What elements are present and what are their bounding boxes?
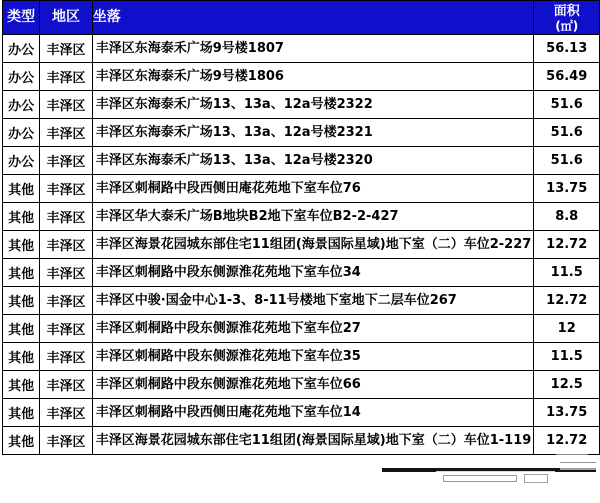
cell-area: 12.72 <box>534 427 600 455</box>
cell-type: 其他 <box>3 315 40 343</box>
cell-type: 其他 <box>3 371 40 399</box>
table-row <box>3 231 600 259</box>
cell-type: 其他 <box>3 427 40 455</box>
table-row <box>3 35 600 63</box>
cell-type: 其他 <box>3 259 40 287</box>
cell-area: 56.13 <box>534 35 600 63</box>
cell-area: 12 <box>534 315 600 343</box>
cell-location: 丰泽区刺桐路中段东侧源淮花苑地下室车位27 <box>92 315 534 343</box>
cell-location: 丰泽区刺桐路中段西侧田庵花苑地下室车位14 <box>92 399 534 427</box>
cell-location: 丰泽区东海泰禾广场9号楼1807 <box>92 35 534 63</box>
cell-area: 13.75 <box>534 399 600 427</box>
table-row <box>3 175 600 203</box>
cell-district: 丰泽区 <box>40 259 92 287</box>
cell-area: 12.72 <box>534 231 600 259</box>
cell-type: 其他 <box>3 399 40 427</box>
table-row <box>3 259 600 287</box>
table-row <box>3 427 600 455</box>
table-body <box>3 35 600 455</box>
watermark-smudge <box>436 471 555 486</box>
table-row <box>3 91 600 119</box>
cell-district: 丰泽区 <box>40 231 92 259</box>
cell-location: 丰泽区中骏·国金中心1-3、8-11号楼地下室地下二层车位267 <box>92 287 534 315</box>
header-district: 地区 <box>40 1 92 35</box>
cell-area: 13.75 <box>534 175 600 203</box>
header-row <box>3 1 600 35</box>
cell-location: 丰泽区东海泰禾广场9号楼1806 <box>92 63 534 91</box>
cell-type: 办公 <box>3 63 40 91</box>
cell-district: 丰泽区 <box>40 427 92 455</box>
cell-type: 其他 <box>3 203 40 231</box>
cell-area: 8.8 <box>534 203 600 231</box>
header-type: 类型 <box>3 1 40 35</box>
cell-location: 丰泽区刺桐路中段东侧源淮花苑地下室车位34 <box>92 259 534 287</box>
table-header <box>3 1 600 35</box>
cell-type: 办公 <box>3 119 40 147</box>
table-row <box>3 287 600 315</box>
cell-type: 其他 <box>3 175 40 203</box>
watermark-line <box>382 468 596 472</box>
header-location: 坐落 <box>92 1 534 35</box>
cell-type: 其他 <box>3 343 40 371</box>
table-row <box>3 203 600 231</box>
cell-area: 51.6 <box>534 147 600 175</box>
cell-district: 丰泽区 <box>40 287 92 315</box>
cell-district: 丰泽区 <box>40 399 92 427</box>
cell-area: 51.6 <box>534 91 600 119</box>
table-row <box>3 343 600 371</box>
table-row <box>3 119 600 147</box>
cell-district: 丰泽区 <box>40 371 92 399</box>
table-row <box>3 399 600 427</box>
cell-location: 丰泽区海景花园城东部住宅11组团(海景国际星域)地下室（二）车位2-227 <box>92 231 534 259</box>
cell-type: 办公 <box>3 91 40 119</box>
header-area-line2: (㎡) <box>555 19 579 33</box>
header-area <box>534 1 600 35</box>
cell-location: 丰泽区海景花园城东部住宅11组团(海景国际星域)地下室（二）车位1-119 <box>92 427 534 455</box>
cell-district: 丰泽区 <box>40 315 92 343</box>
cell-location: 丰泽区东海泰禾广场13、13a、12a号楼2320 <box>92 147 534 175</box>
cell-area: 12.5 <box>534 371 600 399</box>
cell-area: 56.49 <box>534 63 600 91</box>
cell-type: 其他 <box>3 287 40 315</box>
cell-location: 丰泽区刺桐路中段东侧源淮花苑地下室车位35 <box>92 343 534 371</box>
cell-location: 丰泽区刺桐路中段东侧源淮花苑地下室车位66 <box>92 371 534 399</box>
property-table <box>2 0 600 455</box>
cell-area: 11.5 <box>534 259 600 287</box>
table-row <box>3 371 600 399</box>
cell-type: 其他 <box>3 231 40 259</box>
watermark-smudge-dash <box>560 462 596 470</box>
header-area-line1: 面积 <box>553 4 580 19</box>
table-row <box>3 315 600 343</box>
cell-district: 丰泽区 <box>40 63 92 91</box>
cell-district: 丰泽区 <box>40 203 92 231</box>
cell-district: 丰泽区 <box>40 343 92 371</box>
cell-area: 12.72 <box>534 287 600 315</box>
cell-district: 丰泽区 <box>40 175 92 203</box>
cell-area: 51.6 <box>534 119 600 147</box>
cell-location: 丰泽区华大泰禾广场B地块B2地下室车位B2-2-427 <box>92 203 534 231</box>
cell-type: 办公 <box>3 35 40 63</box>
cell-type: 办公 <box>3 147 40 175</box>
cell-location: 丰泽区东海泰禾广场13、13a、12a号楼2321 <box>92 119 534 147</box>
table-row <box>3 147 600 175</box>
cell-area: 11.5 <box>534 343 600 371</box>
cell-location: 丰泽区刺桐路中段西侧田庵花苑地下室车位76 <box>92 175 534 203</box>
cell-district: 丰泽区 <box>40 147 92 175</box>
cell-district: 丰泽区 <box>40 119 92 147</box>
table-row <box>3 63 600 91</box>
cell-location: 丰泽区东海泰禾广场13、13a、12a号楼2322 <box>92 91 534 119</box>
cell-district: 丰泽区 <box>40 91 92 119</box>
cell-district: 丰泽区 <box>40 35 92 63</box>
